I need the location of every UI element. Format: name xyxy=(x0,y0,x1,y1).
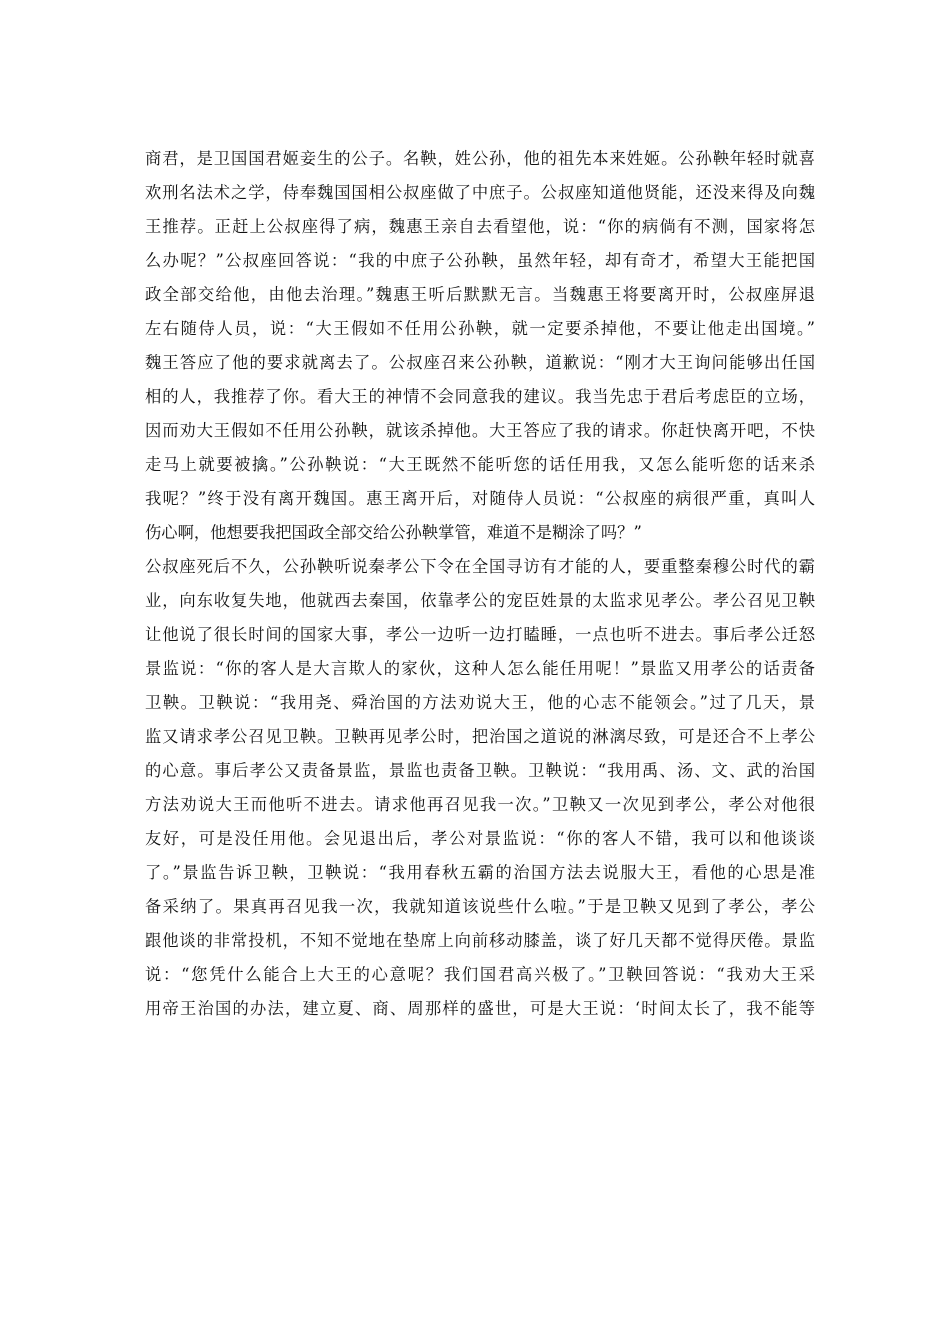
text-line-26: 用帝王治国的办法，建立夏、商、周那样的盛世，可是大王说：‘时间太长了，我不能等 xyxy=(145,999,815,1018)
text-line-20: 方法劝说大王而他听不进去。请求他再召见我一次。”卫鞅又一次见到孝公，孝公对他很 xyxy=(145,795,815,814)
text-line-15: 让他说了很长时间的国家大事，孝公一边听一边打瞌睡，一点也听不进去。事后孝公迁怒 xyxy=(145,625,815,644)
text-line-22: 了。”景监告诉卫鞅，卫鞅说：“我用春秋五霸的治国方法去说服大王，看他的心思是准 xyxy=(145,863,815,882)
text-line-18: 监又请求孝公召见卫鞅。卫鞅再见孝公时，把治国之道说的淋漓尽致，可是还合不上孝公 xyxy=(145,727,815,746)
text-line-1: 商君，是卫国国君姬妾生的公子。名鞅，姓公孙，他的祖先本来姓姬。公孙鞅年轻时就喜 xyxy=(145,149,815,168)
text-line-13: 公叔座死后不久，公孙鞅听说秦孝公下令在全国寻访有才能的人，要重整秦穆公时代的霸 xyxy=(145,557,815,576)
text-line-17: 卫鞅。卫鞅说：“我用尧、舜治国的方法劝说大王，他的心志不能领会。”过了几天，景 xyxy=(145,693,815,712)
text-line-10: 走马上就要被擒。”公孙鞅说：“大王既然不能听您的话任用我，又怎么能听您的话来杀 xyxy=(145,455,815,474)
text-line-6: 左右随侍人员，说：“大王假如不任用公孙鞅，就一定要杀掉他，不要让他走出国境。” xyxy=(145,319,815,338)
text-line-25: 说：“您凭什么能合上大王的心意呢？我们国君高兴极了。”卫鞅回答说：“我劝大王采 xyxy=(145,965,815,984)
text-line-9: 因而劝大王假如不任用公孙鞅，就该杀掉他。大王答应了我的请求。你赶快离开吧，不快 xyxy=(145,421,815,440)
text-line-12: 伤心啊，他想要我把国政全部交给公孙鞅掌管，难道不是糊涂了吗？” xyxy=(145,523,642,542)
text-line-21: 友好，可是没任用他。会见退出后，孝公对景监说：“你的客人不错，我可以和他谈谈 xyxy=(145,829,815,848)
text-line-5: 政全部交给他，由他去治理。”魏惠王听后默默无言。当魏惠王将要离开时，公叔座屏退 xyxy=(145,285,815,304)
text-line-4: 么办呢？”公叔座回答说：“我的中庶子公孙鞅，虽然年轻，却有奇才，希望大王能把国 xyxy=(145,251,815,270)
text-line-8: 相的人，我推荐了你。看大王的神情不会同意我的建议。我当先忠于君后考虑臣的立场， xyxy=(145,387,815,406)
text-line-16: 景监说：“你的客人是大言欺人的家伙，这种人怎么能任用呢！”景监又用孝公的话责备 xyxy=(145,659,815,678)
text-line-11: 我呢？”终于没有离开魏国。惠王离开后，对随侍人员说：“公叔座的病很严重，真叫人 xyxy=(145,489,815,508)
text-line-23: 备采纳了。果真再召见我一次，我就知道该说些什么啦。”于是卫鞅又见到了孝公，孝公 xyxy=(145,897,815,916)
text-line-7: 魏王答应了他的要求就离去了。公叔座召来公孙鞅，道歉说：“刚才大王询问能够出任国 xyxy=(145,353,815,372)
text-line-24: 跟他谈的非常投机，不知不觉地在垫席上向前移动膝盖，谈了好几天都不觉得厌倦。景监 xyxy=(145,931,815,950)
text-line-2: 欢刑名法术之学，侍奉魏国国相公叔座做了中庶子。公叔座知道他贤能，还没来得及向魏 xyxy=(145,183,815,202)
text-line-3: 王推荐。正赶上公叔座得了病，魏惠王亲自去看望他，说：“你的病倘有不测，国家将怎 xyxy=(145,217,815,236)
text-line-14: 业，向东收复失地，他就西去秦国，依靠孝公的宠臣姓景的太监求见孝公。孝公召见卫鞅 xyxy=(145,591,815,610)
text-line-19: 的心意。事后孝公又责备景监，景监也责备卫鞅。卫鞅说：“我用禹、汤、文、武的治国 xyxy=(145,761,815,780)
